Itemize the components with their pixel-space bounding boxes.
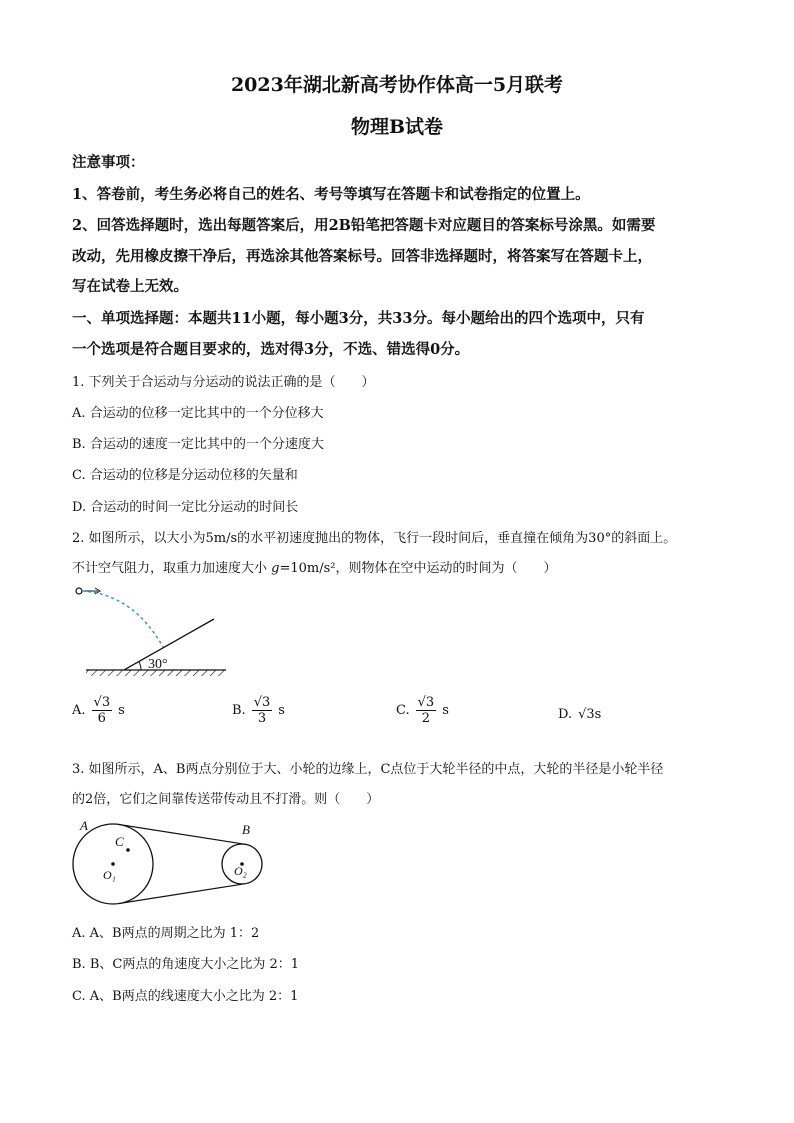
q1-option-d: D. 合运动的时间一定比分运动的时间长: [72, 500, 299, 515]
q3-stem-line-2: 的2倍，它们之间靠传送带传动且不打滑。则（ ）: [72, 792, 380, 807]
q2-stem-line-1: 2. 如图所示，以大小为5m/s的水平初速度抛出的物体，飞行一段时间后，垂直撞在倾角为30°的斜面上。: [72, 531, 677, 546]
q3-label-a: A: [80, 818, 88, 833]
q2-option-a-fraction: [92, 695, 113, 726]
q3-point-c: [126, 848, 130, 852]
q2-angle-label: 30°: [148, 657, 168, 672]
q2-option-b: [232, 695, 285, 726]
q2-option-b-denominator: 3: [257, 711, 267, 726]
q3-center-o1: [111, 862, 115, 866]
q1-option-c: C. 合运动的位移是分运动位移的矢量和: [72, 468, 298, 483]
notes-item-1: 1、答卷前，考生务必将自己的姓名、考号等填写在答题卡和试卷指定的位置上。: [72, 186, 590, 203]
notes-item-2-line-2: 改动，先用橡皮擦干净后，再选涂其他答案标号。回答非选择题时，将答案写在答题卡上，: [72, 248, 652, 265]
q1-stem: 1. 下列关于合运动与分运动的说法正确的是（ ）: [72, 375, 375, 390]
q3-option-b: B. B、C两点的角速度大小之比为 2：1: [72, 957, 299, 972]
q2-option-c-label: C.: [396, 703, 410, 718]
q2-incline: [124, 619, 214, 670]
q2-option-a-numerator: √3: [93, 695, 111, 710]
q2-option-b-unit: s: [278, 703, 285, 718]
q2-option-a-denominator: 6: [97, 711, 106, 726]
q3-belt-top: [118, 824, 245, 844]
page-subtitle: 物理B试卷: [350, 116, 444, 138]
q3-label-o2: O₂: [234, 864, 247, 878]
q2-stem-line-2-pre: 不计空气阻力，取重力加速度大小: [72, 561, 272, 576]
q2-option-c-fraction: [416, 695, 437, 726]
q2-stem-line-2-post: =10m/s²，则物体在空中运动的时间为（ ）: [279, 561, 557, 576]
q2-incline-figure: [68, 580, 228, 680]
q2-option-a: [72, 695, 125, 726]
q3-option-a: A. A、B两点的周期之比为 1：2: [72, 926, 260, 941]
page-title: 2023年湖北新高考协作体高一5月联考: [230, 74, 564, 96]
q3-label-c: C: [115, 834, 124, 849]
q3-belt-drive-figure: [68, 812, 278, 912]
q2-option-b-fraction: [252, 695, 273, 726]
q2-ball: [76, 588, 82, 594]
q2-option-b-label: B.: [232, 703, 246, 718]
q2-option-c-denominator: 2: [421, 711, 431, 726]
q2-angle-arc: [139, 662, 141, 670]
q2-option-b-numerator: √3: [253, 695, 271, 710]
q2-option-d-unit: s: [594, 707, 602, 722]
section-1-line-2: 一个选项是符合题目要求的，选对得3分，不选、错选得0分。: [72, 341, 470, 358]
q2-option-a-unit: s: [118, 703, 125, 718]
section-1-line-1: 一、单项选择题：本题共11小题，每小题3分，共33分。每小题给出的四个选项中，只有: [72, 310, 645, 327]
q2-option-d-label: D.: [558, 707, 573, 722]
q2-option-d-value: √3: [578, 707, 595, 722]
notes-item-2-line-1: 2、回答选择题时，选出每题答案后，用2B铅笔把答题卡对应题目的答案标号涂黑。如需要: [72, 217, 656, 234]
q2-option-c-numerator: √3: [417, 695, 435, 710]
q2-trajectory: [82, 591, 163, 647]
q2-option-d: [558, 707, 601, 722]
q1-option-b: B. 合运动的速度一定比其中的一个分速度大: [72, 437, 324, 452]
q3-label-b: B: [242, 822, 250, 837]
q2-gravity-symbol: g: [271, 561, 280, 576]
notes-item-2-line-3: 写在试卷上无效。: [72, 278, 188, 295]
q3-belt-bottom: [118, 884, 245, 904]
q3-option-c: C. A、B两点的线速度大小之比为 2：1: [72, 989, 299, 1004]
q2-stem-line-2: [72, 557, 557, 576]
q3-label-o1: O₁: [103, 868, 116, 882]
notes-heading: 注意事项：: [72, 154, 145, 171]
q2-option-a-label: A.: [72, 703, 86, 718]
q2-option-c-unit: s: [442, 703, 449, 718]
q3-stem-line-1: 3. 如图所示，A、B两点分别位于大、小轮的边缘上，C点位于大轮半径的中点，大轮的半径是小轮半径: [72, 762, 664, 777]
q2-option-c: [396, 695, 449, 726]
q1-option-a: A. 合运动的位移一定比其中的一个分位移大: [72, 406, 324, 421]
